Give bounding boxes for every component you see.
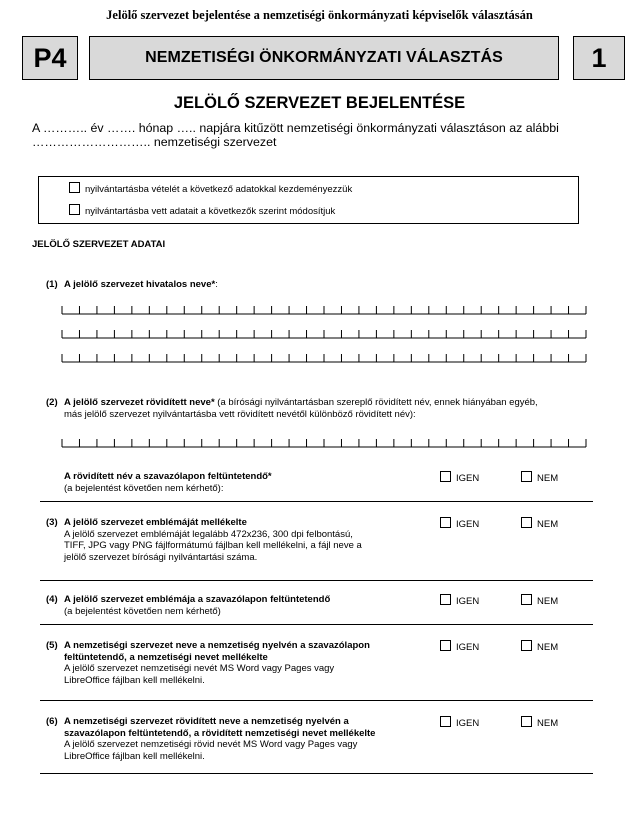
q6-no-checkbox[interactable] <box>521 716 532 727</box>
choice-modify-label: nyilvántartásba vett adatait a következők szerint módosítjuk <box>85 206 336 217</box>
q6-no-label: NEM <box>537 718 559 729</box>
q3-line-2: TIFF, JPG vagy PNG fájlformátumú fájlban kell mellékelni, a fájl neve a <box>64 540 362 551</box>
q4-number: (4) <box>46 594 58 605</box>
election-title: NEMZETISÉGI ÖNKORMÁNYZATI VÁLASZTÁS <box>145 49 503 66</box>
q3-yes-option[interactable] <box>440 517 479 530</box>
q5-no-checkbox[interactable] <box>521 640 532 651</box>
q3-no-label: NEM <box>537 519 559 530</box>
q4-no-label: NEM <box>537 596 559 607</box>
q3-no-checkbox[interactable] <box>521 517 532 528</box>
q2-text-line-1: (a bírósági nyilvántartásban szereplő rövidített név, ennek hiányában egyéb, <box>214 397 538 408</box>
q2-label: A jelölő szervezet rövidített neve* <box>64 397 215 408</box>
q4-note: (a bejelentést követően nem kérhető) <box>64 605 221 617</box>
separator-1 <box>40 501 593 502</box>
q2b-no-option[interactable] <box>521 471 558 484</box>
q6-text <box>64 716 394 762</box>
form-subtitle: JELÖLŐ SZERVEZET BEJELENTÉSE <box>173 94 466 112</box>
section-heading: JELÖLŐ SZERVEZET ADATAI <box>32 239 166 250</box>
q2-text-line-2: más jelölő szervezet nyilvántartásba vett rövidített nevétől különböző rövidített név): <box>64 408 416 420</box>
q5-line-1: A jelölő szervezet nemzetiségi nevét MS Word vagy Pages vagy <box>64 663 335 674</box>
q2b-yes-option[interactable] <box>440 471 479 484</box>
q6-yes-option[interactable] <box>440 716 479 729</box>
official-name-field-row-3[interactable] <box>62 354 586 362</box>
q6-label-line-1: A nemzetiségi szervezet rövidített neve a nemzetiség nyelvén a <box>64 716 349 727</box>
q2b-yes-label: IGEN <box>456 473 480 484</box>
q1-label-suffix: : <box>215 279 218 290</box>
q3-yes-checkbox[interactable] <box>440 517 451 528</box>
q6-number: (6) <box>46 716 58 727</box>
q2b-note: (a bejelentést követően nem kérhető): <box>64 482 224 494</box>
q5-line-2: LibreOffice fájlban kell mellékelni. <box>64 674 205 686</box>
intro-line-1[interactable]: A ……….. év ……. hónap ….. napjára kitűzött nemzetiségi önkormányzati választáson az alábbi <box>32 121 559 135</box>
q6-no-option[interactable] <box>521 716 558 729</box>
q3-line-1: A jelölő szervezet emblémáját legalább 472x236, 300 dpi felbontású, <box>64 528 353 540</box>
q6-yes-label: IGEN <box>456 718 480 729</box>
q5-text <box>64 640 394 686</box>
q2b-text <box>64 471 394 494</box>
q2b-no-label: NEM <box>537 473 559 484</box>
q2-number: (2) <box>46 397 58 408</box>
q6-line-2: LibreOffice fájlban kell mellékelni. <box>64 750 205 762</box>
intro-line-2[interactable]: ……………………….. nemzetiségi szervezet <box>32 135 277 149</box>
q1-label-text: A jelölő szervezet hivatalos neve* <box>64 279 216 290</box>
q2b-no-checkbox[interactable] <box>521 471 532 482</box>
q6-line-1: A jelölő szervezet nemzetiségi rövid nevét MS Word vagy Pages vagy <box>64 739 358 750</box>
q6-yes-checkbox[interactable] <box>440 716 451 727</box>
q3-no-option[interactable] <box>521 517 558 530</box>
q5-label-line-2: feltüntetendő, a nemzetiségi nevet mellékelte <box>64 651 268 663</box>
q5-yes-checkbox[interactable] <box>440 640 451 651</box>
q5-no-label: NEM <box>537 642 559 653</box>
official-name-field-row-1[interactable] <box>62 306 586 314</box>
q4-text <box>64 594 394 617</box>
q5-no-option[interactable] <box>521 640 558 653</box>
q2-text <box>64 397 594 420</box>
q1-number: (1) <box>46 279 58 290</box>
q6-label-line-2: szavazólapon feltüntetendő, a rövidített nemzetiségi nevet mellékelte <box>64 727 376 739</box>
q3-text <box>64 517 392 563</box>
q4-no-checkbox[interactable] <box>521 594 532 605</box>
q2b-yes-checkbox[interactable] <box>440 471 451 482</box>
choice-register-label: nyilvántartásba vételét a következő adatokkal kezdeményezzük <box>85 184 353 195</box>
q4-no-option[interactable] <box>521 594 558 607</box>
q5-yes-option[interactable] <box>440 640 479 653</box>
q4-yes-checkbox[interactable] <box>440 594 451 605</box>
q4-yes-label: IGEN <box>456 596 480 607</box>
q3-number: (3) <box>46 517 58 528</box>
q3-line-3: jelölő szervezet bírósági nyilvántartási száma. <box>64 551 258 563</box>
page-number: 1 <box>591 42 607 73</box>
separator-4 <box>40 700 593 701</box>
q3-label: A jelölő szervezet emblémáját mellékelte <box>64 517 247 528</box>
separator-2 <box>40 580 593 581</box>
q5-yes-label: IGEN <box>456 642 480 653</box>
q5-label-line-1: A nemzetiségi szervezet neve a nemzetiség nyelvén a szavazólapon <box>64 640 370 651</box>
document-title: Jelölő szervezet bejelentése a nemzetiségi önkormányzati képviselők választásán <box>106 8 533 22</box>
official-name-field-row-2[interactable] <box>62 330 586 338</box>
short-name-field-row-1[interactable] <box>62 439 586 447</box>
q4-label: A jelölő szervezet emblémája a szavazólapon feltüntetendő <box>64 594 331 605</box>
q2b-label: A rövidített név a szavazólapon feltüntetendő* <box>64 471 272 482</box>
form-code: P4 <box>33 42 67 73</box>
q5-number: (5) <box>46 640 58 651</box>
separator-5 <box>40 773 593 774</box>
q4-yes-option[interactable] <box>440 594 479 607</box>
q3-yes-label: IGEN <box>456 519 480 530</box>
separator-3 <box>40 624 593 625</box>
